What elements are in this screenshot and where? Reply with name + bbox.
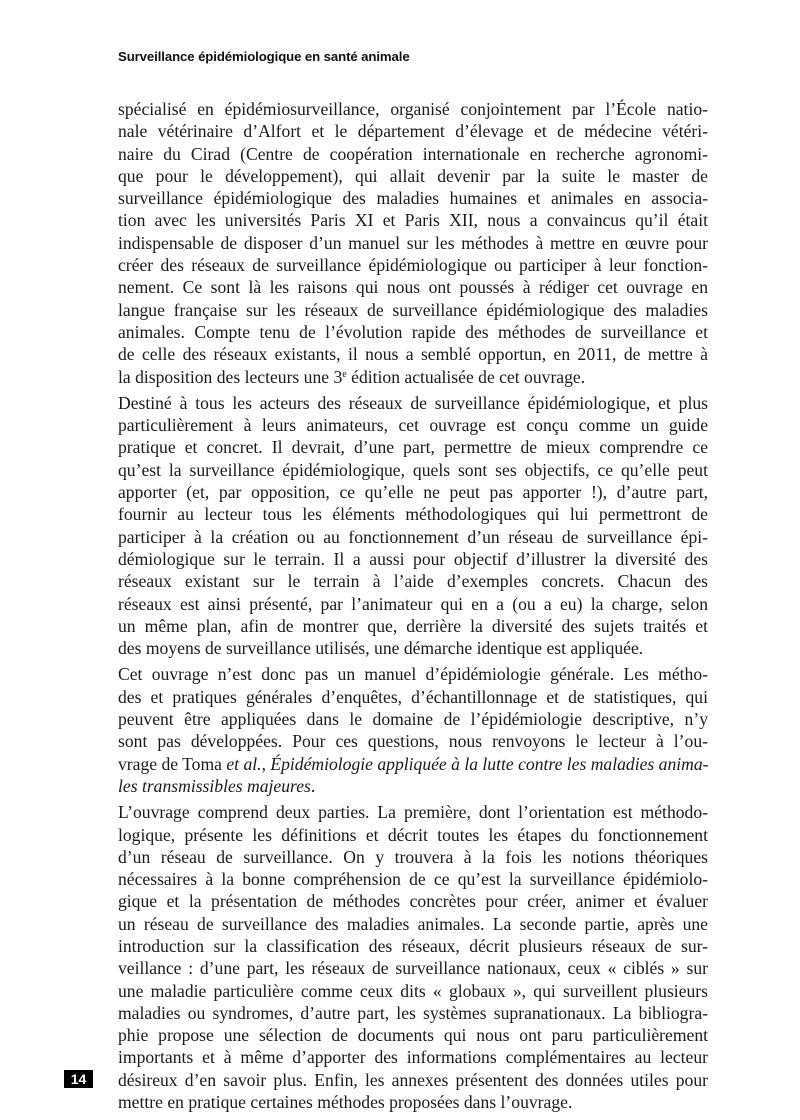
text-line: veillance : d’une part, les réseaux de surveillance nationaux, ceux « ciblés » sur [118,958,708,979]
text-line: peuvent être appliquées dans le domaine de l’épidémiologie descriptive, n’y [118,709,708,730]
text-line: désireux d’en savoir plus. Enfin, les annexes présentent des données utiles pour [118,1069,708,1090]
text-line: Cet ouvrage n’est donc pas un manuel d’épidémiologie générale. Les métho- [118,664,708,685]
paragraph-2 [118,392,708,660]
text-line: pratique et concret. Il devrait, d’une part, permettre de mieux comprendre ce [118,437,708,458]
text-line: fournir au lecteur tous les éléments méthodologiques qui lui permettront de [118,504,708,525]
text-line: animales. Compte tenu de l’évolution rapide des méthodes de surveillance et [118,321,708,342]
text-line: un réseau de surveillance des maladies animales. La seconde partie, après une [118,913,708,934]
running-header: Surveillance épidémiologique en santé animale [118,49,410,64]
text-line: que pour le développement), qui allait devenir par la suite le master de [118,165,708,186]
text-line: qu’est la surveillance épidémiologique, quels sont ses objectifs, ce qu’elle peut [118,459,708,480]
text-line: réseaux existant sur le terrain à l’aide d’exemples concrets. Chacun des [118,571,708,592]
body-text [118,98,708,1117]
text-line: indispensable de disposer d’un manuel sur les méthodes à mettre en œuvre pour [118,232,708,253]
edition-text-after: édition actualisée de cet ouvrage. [346,366,586,387]
text-line-last: mettre en pratique certaines méthodes proposées dans l’ouvrage. [118,1092,573,1113]
text-line: participer à la création ou au fonctionnement d’un réseau de surveillance épi- [118,526,708,547]
citation-line [118,753,708,775]
text-line: surveillance épidémiologique des maladies humaines et animales en associa- [118,188,708,209]
citation-title-continued: les transmissibles majeures [118,775,311,796]
edition-superscript: e [342,368,347,380]
text-line: L’ouvrage comprend deux parties. La première, dont l’orientation est méthodo- [118,802,708,823]
citation-title-end [118,775,708,797]
citation-title: Épidémiologie appliquée à la lutte contre les maladies anima- [270,753,709,774]
text-line: spécialisé en épidémiosurveillance, organisé conjointement par l’École natio- [118,99,708,119]
text-line: tion avec les universités Paris XI et Paris XII, nous a convaincus qu’il était [118,210,708,231]
text-line: créer des réseaux de surveillance épidémiologique ou participer à leur fonction- [118,255,708,276]
text-line: apporter (et, par opposition, ce qu’elle ne peut pas apporter !), d’autre part, [118,482,708,503]
paragraph-3 [118,663,708,797]
text-line: nale vétérinaire d’Alfort et le département d’élevage et de médecine vétéri- [118,121,708,142]
text-line-last [118,366,708,388]
text-line: importants et à même d’apporter des informations complémentaires au lecteur [118,1047,708,1068]
citation-prefix: vrage de Toma [118,753,227,774]
text-line: des et pratiques générales d’enquêtes, d’échantillonnage et de statistiques, qui [118,686,708,707]
text-line: démiologique sur le terrain. Il a aussi pour objectif d’illustrer la diversité des [118,548,708,569]
paragraph-1 [118,98,708,388]
text-line: de celle des réseaux existants, il nous a semblé opportun, en 2011, de mettre à [118,344,708,365]
text-line: logique, présente les définitions et décrit toutes les étapes du fonctionnement [118,824,708,845]
text-line: d’un réseau de surveillance. On y trouvera à la fois les notions théoriques [118,846,708,867]
text-line: un même plan, afin de montrer que, derrière la diversité des sujets traités et [118,615,708,636]
citation-et-al: et al. [226,753,262,774]
page-number-badge: 14 [64,1070,93,1088]
text-line: maladies ou syndromes, d’autre part, les systèmes supranationaux. La bibliogra- [118,1002,708,1023]
text-line: phie propose une sélection de documents qui nous ont paru particulièrement [118,1025,708,1046]
text-line: nement. Ce sont là les raisons qui nous ont poussés à rédiger cet ouvrage en [118,277,708,298]
edition-text-before: la disposition des lecteurs une 3 [118,366,343,387]
text-line: réseaux est ainsi présenté, par l’animateur qui en a (ou a eu) la charge, selon [118,593,708,614]
text-line: langue française sur les réseaux de surveillance épidémiologique des maladies [118,299,708,320]
text-line: naire du Cirad (Centre de coopération internationale en recherche agronomi- [118,143,708,164]
paragraph-4 [118,801,708,1113]
text-line-last: des moyens de surveillance utilisés, une démarche identique est appliquée. [118,638,644,659]
text-line: une maladie particulière comme ceux dits « globaux », qui surveillent plusieurs [118,980,708,1001]
text-line: introduction sur la classification des réseaux, décrit plusieurs réseaux de sur- [118,935,708,956]
citation-separator: , [261,753,271,774]
text-line: particulièrement à leurs animateurs, cet ouvrage est conçu comme un guide [118,415,708,436]
text-line: Destiné à tous les acteurs des réseaux de surveillance épidémiologique, et plus [118,392,708,413]
text-line: sont pas développées. Pour ces questions, nous renvoyons le lecteur à l’ou- [118,731,708,752]
citation-end-period: . [310,775,316,796]
text-line: nécessaires à la bonne compréhension de ce qu’est la surveillance épidémiolo- [118,869,708,890]
text-line: gique et la présentation de méthodes concrètes pour créer, animer et évaluer [118,891,708,912]
